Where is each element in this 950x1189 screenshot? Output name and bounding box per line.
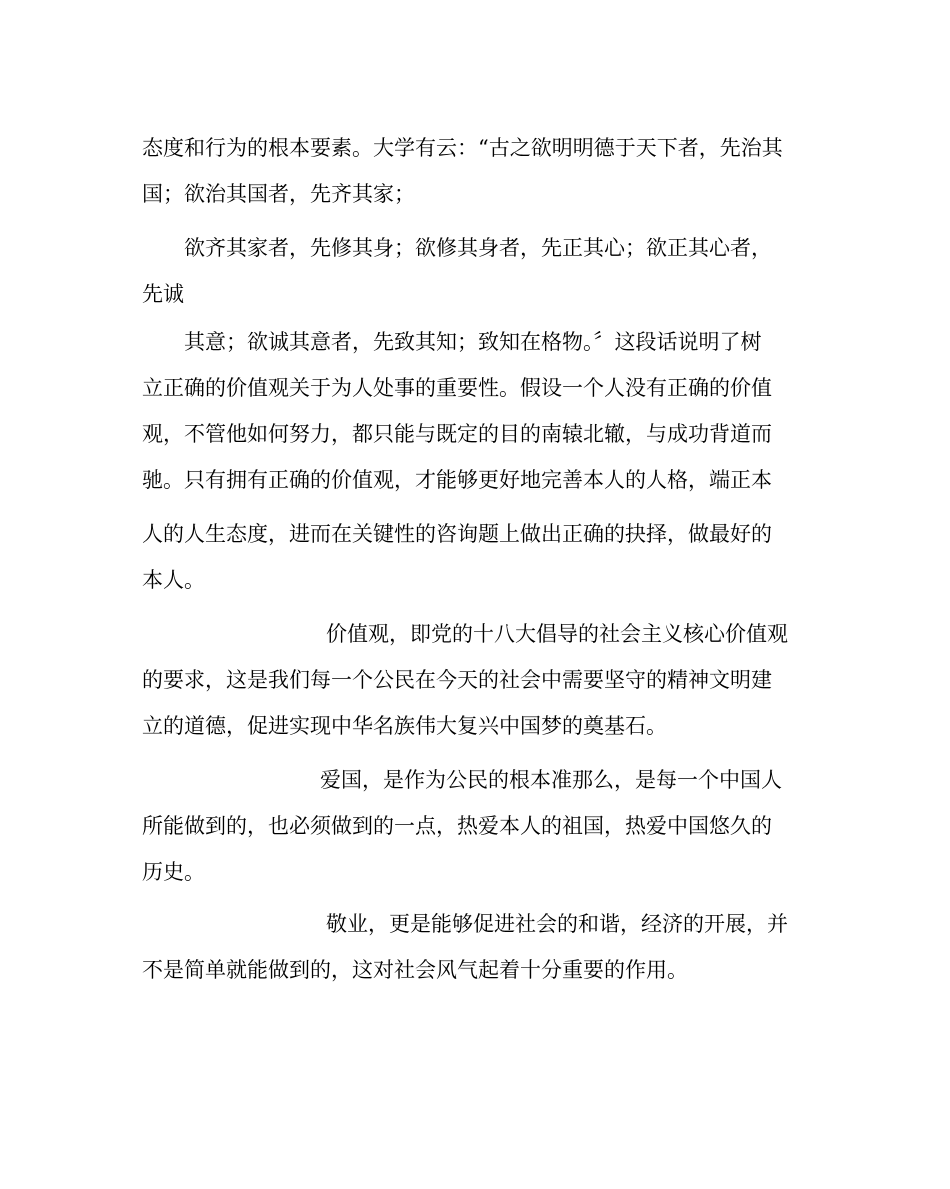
text-line: 敬业，更是能够促进社会的和谐，经济的开展，并 [326,912,788,936]
text-line: 欲齐其家者，先修其身；欲修其身者，先正其心；欲正其心者， [184,236,772,260]
text-line: 所能做到的，也必须做到的一点，热爱本人的祖国，热爱中国悠久的 [142,814,772,838]
text-line: 态度和行为的根本要素。大学有云：“古之欲明明德于天下者，先治其 [142,136,783,160]
text-line: 人的人生态度，进而在关键性的咨询题上做出正确的抉择，做最好的 [142,522,772,546]
text-line: 不是简单就能做到的，这对社会风气起着十分重要的作用。 [142,958,688,982]
text-line: 观，不管他如何努力，都只能与既定的目的南辕北辙，与成功背道而 [142,422,772,446]
text-line: 的要求，这是我们每一个公民在今天的社会中需要坚守的精神文明建 [142,668,772,692]
text-line: 价值观，即党的十八大倡导的社会主义核心价值观 [326,622,788,646]
text-line: 爱国，是作为公民的根本准那么，是每一个中国人 [320,768,782,792]
text-line: 驰。只有拥有正确的价值观，才能够更好地完善本人的人格，端正本 [142,468,772,492]
text-line: 本人。 [142,568,205,592]
text-line: 国；欲治其国者，先齐其家； [142,182,415,206]
text-line: 立的道德，促进实现中华名族伟大复兴中国梦的奠基石。 [142,714,667,738]
text-line: 历史。 [142,860,205,884]
text-line: 其意；欲诚其意者，先致其知；致知在格物。〞这段话说明了树 [184,330,762,354]
text-line: 立正确的价值观关于为人处事的重要性。假设一个人没有正确的价值 [142,376,772,400]
text-line: 先诚 [142,282,184,306]
